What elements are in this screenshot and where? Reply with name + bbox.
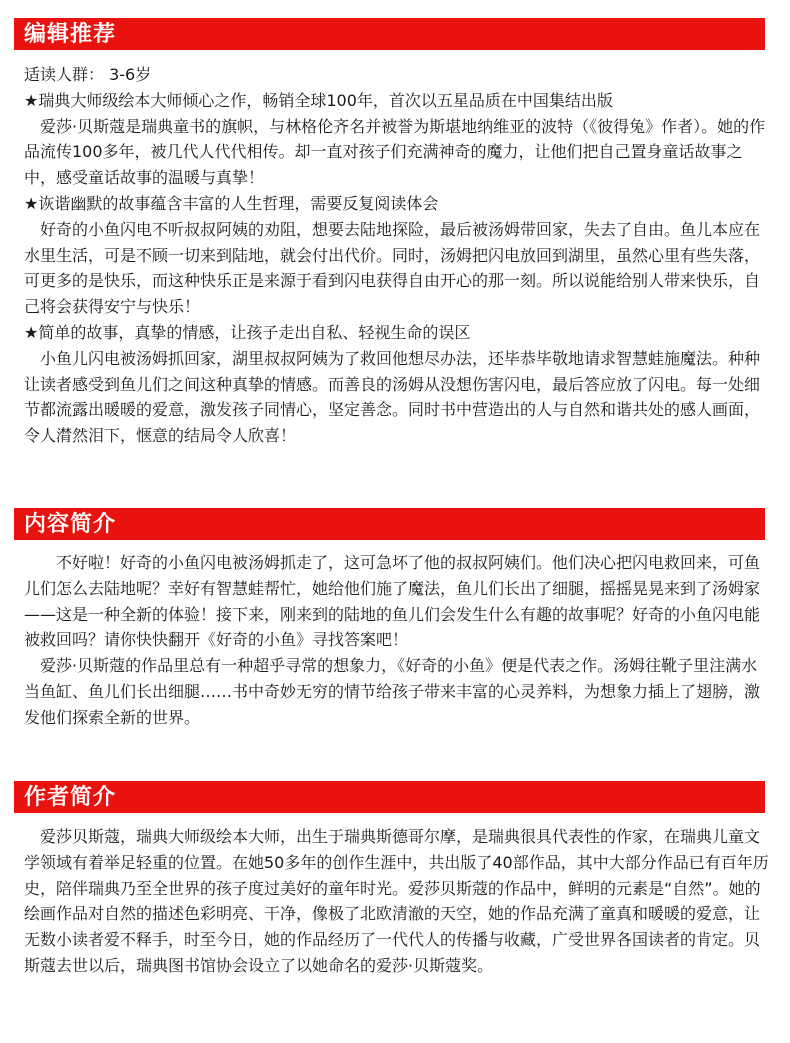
content-section-body — [24, 550, 772, 731]
content-section-header — [14, 508, 765, 540]
editor-section-header — [14, 18, 765, 50]
author-section-header — [14, 781, 765, 813]
author-section-body — [24, 824, 772, 979]
point1-body: 爱莎·贝斯蔻是瑞典童书的旗帜，与林格伦齐名并被誉为斯堪地纳维亚的波特（《彼得兔》作者）。她的作品流传100多年，被几代人代代相传。却一直对孩子们充满神奇的魔力，让他们把自己置身童话故事之中，感受童话故事的温暖与真挚！ — [24, 116, 766, 188]
content-para-1: 不好啦！好奇的小鱼闪电被汤姆抓走了，这可急坏了他的叔叔阿姨们。他们决心把闪电救回来，可鱼儿们怎么去陆地呢？幸好有智慧蛙帮忙，她给他们施了魔法，鱼儿们长出了细腿，摇摇晃晃来到了汤姆家——这是一种全新的体验！接下来，刚来到的陆地的鱼儿们会发生什么有趣的故事呢？好奇的小鱼闪电能被救回吗？请你快快翻开《好奇的小鱼》寻找答案吧！ — [24, 553, 761, 650]
point3-body: 小鱼儿闪电被汤姆抓回家，湖里叔叔阿姨为了救回他想尽办法，还毕恭毕敬地请求智慧蛙施魔法。种种让读者感受到鱼儿们之间这种真挚的情感。而善良的汤姆从没想伤害闪电，最后答应放了闪电。每一处细节都流露出暖暖的爱意，激发孩子同情心，坚定善念。同时书中营造出的人与自然和谐共处的感人画面，令人潸然泪下，惬意的结局令人欣喜！ — [24, 348, 761, 446]
author-para-1: 爱莎贝斯蔻，瑞典大师级绘本大师，出生于瑞典斯德哥尔摩，是瑞典很具代表性的作家，在瑞典儿童文学领域有着举足轻重的位置。在她50多年的创作生涯中，共出版了40部作品，其中大部分作品已有百年历史，陪伴瑞典乃至全世界的孩子度过美好的童年时光。爱莎贝斯蔻的作品中，鲜明的元素是“自然”。她的绘画作品对自然的描述色彩明亮、干净，像极了北欧清澈的天空，她的作品充满了童真和暖暖的爱意，让无数小读者爱不释手，时至今日，她的作品经历了一代代人的传播与收藏，广受世界各国读者的肯定。贝斯蔻去世以后，瑞典图书馆协会设立了以她命名的爱莎·贝斯蔻奖。 — [24, 827, 769, 975]
audience-line: 适读人群： 3-6岁 — [24, 65, 152, 84]
content-section-title: 内容简介 — [24, 511, 117, 537]
point2-heading: ★诙谐幽默的故事蕴含丰富的人生哲理，需要反复阅读体会 — [24, 193, 439, 213]
point2-body: 好奇的小鱼闪电不听叔叔阿姨的劝阻，想要去陆地探险，最后被汤姆带回家，失去了自由。鱼儿本应在水里生活，可是不顾一切来到陆地，就会付出代价。同时，汤姆把闪电放回到湖里，虽然心里有些失落，可更多的是快乐，而这种快乐正是来源于看到闪电获得自由开心的那一刻。所以说能给别人带来快乐，自己将会获得安宁与快乐！ — [24, 219, 761, 317]
content-para-2: 爱莎·贝斯蔻的作品里总有一种超乎寻常的想象力，《好奇的小鱼》便是代表之作。汤姆往靴子里注满水当鱼缸、鱼儿们长出细腿……书中奇妙无穷的情节给孩子带来丰富的心灵养料，为想象力插上了翅膀，激发他们探索全新的世界。 — [24, 656, 761, 727]
point1-heading: ★瑞典大师级绘本大师倾心之作，畅销全球100年，首次以五星品质在中国集结出版 — [24, 90, 613, 110]
point3-heading: ★简单的故事，真挚的情感，让孩子走出自私、轻视生命的误区 — [24, 322, 471, 342]
editor-section-body — [24, 62, 772, 449]
editor-section-title: 编辑推荐 — [24, 21, 117, 47]
author-section-title: 作者简介 — [24, 784, 117, 810]
